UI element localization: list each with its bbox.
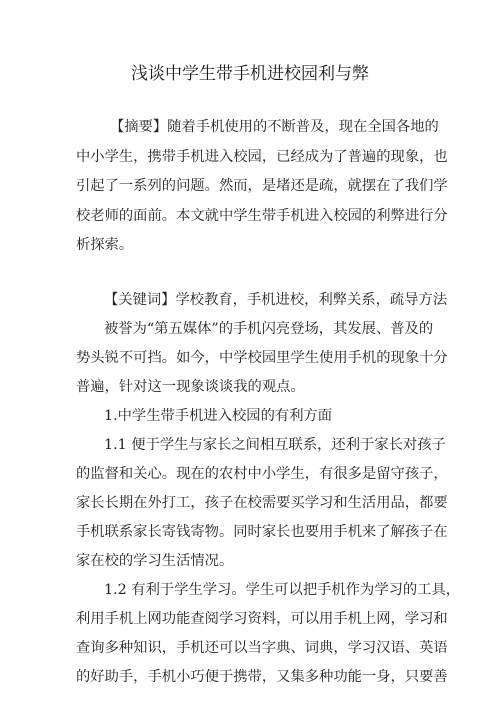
subsection-1-2-line-2: 利用手机上网功能查阅学习资料，可以用手机上网，学习和 (76, 611, 448, 627)
subsection-1-1-line-3: 家长长期在外打工，孩子在校需要买学习和生活用品，都要 (76, 495, 448, 511)
intro-line-1: 被誉为“第五媒体”的手机闪亮登场，其发展、普及的 (104, 321, 434, 337)
abstract-line-4: 校老师的面前。本文就中学生带手机进入校园的利弊进行分 (76, 208, 448, 224)
subsection-1-1-line-2: 的监督和关心。现在的农村中小学生，有很多是留守孩子， (76, 466, 448, 482)
subsection-1-1-line-5: 家在校的学习生活情况。 (76, 553, 234, 569)
abstract-line-2: 中小学生，携带手机进入校园，已经成为了普遍的现象，也 (76, 149, 448, 165)
keywords-line: 【关键词】学校教育，手机进校，利弊关系，疏导方法 (104, 292, 448, 308)
subsection-1-1-line-1: 1.1 便于学生与家长之间相互联系，还利于家长对孩子 (104, 437, 446, 453)
document-title: 浅谈中学生带手机进校园利与弊 (131, 64, 369, 84)
subsection-1-2-line-3: 查询多种知识，手机还可以当字典、词典，学习汉语、英语 (76, 640, 448, 656)
intro-line-3: 普遍，针对这一现象谈谈我的观点。 (76, 379, 305, 395)
intro-line-2: 势头锐不可挡。如今，中学校园里学生使用手机的现象十分 (76, 350, 448, 366)
subsection-1-2-line-1: 1.2 有利于学生学习。学生可以把手机作为学习的工具， (104, 582, 461, 598)
abstract-line-5: 析探索。 (76, 237, 134, 253)
abstract-line-3: 引起了一系列的问题。然而，是堵还是疏，就摆在了我们学 (76, 178, 448, 194)
subsection-1-2-line-4: 的好助手，手机小巧便于携带，又集多种功能一身，只要善 (76, 669, 448, 685)
abstract-line-1: 【摘要】随着手机使用的不断普及，现在全国各地的 (110, 119, 439, 135)
subsection-1-1-line-4: 手机联系家长寄钱寄物。同时家长也要用手机来了解孩子在 (76, 524, 448, 540)
section-heading-1: 1.中学生带手机进入校园的有利方面 (104, 408, 333, 424)
